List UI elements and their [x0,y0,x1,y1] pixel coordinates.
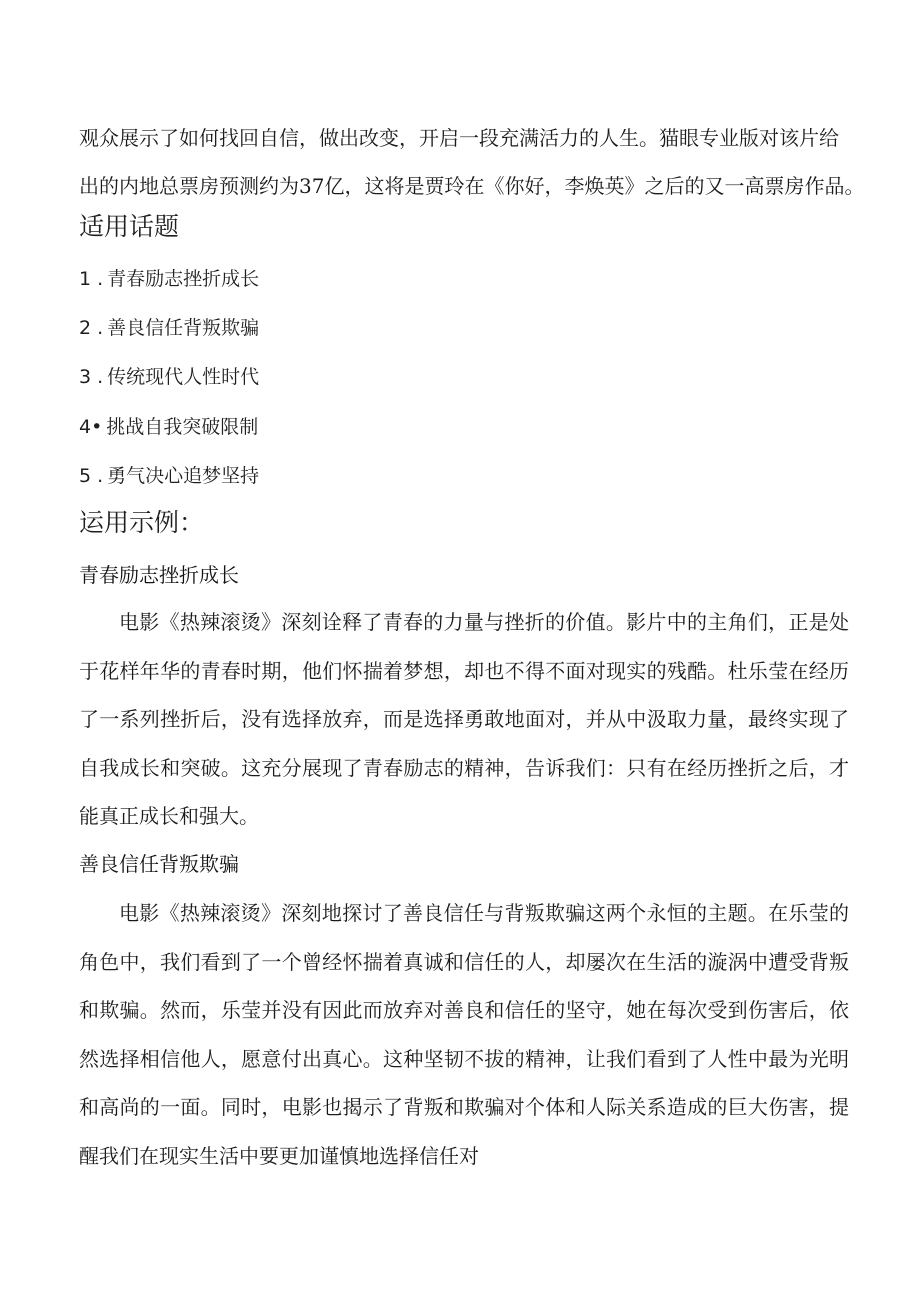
topic-number: 1 . [79,268,104,290]
topic-text: 青春励志挫折成长 [107,268,260,290]
intro-paragraph [79,114,879,210]
topics-heading: 适用话题 [79,212,180,241]
topic-text: 传统现代人性时代 [107,366,260,389]
topic-item [79,459,259,508]
topic-list [79,262,259,508]
topic-text: 挑战自我突破限制 [106,415,259,438]
topic-item [79,410,259,459]
topic-text: 善良信任背叛欺骗 [107,317,260,340]
topic-item [79,360,259,409]
topic-item [79,262,259,311]
topic-item [79,311,259,360]
example-body-kindness: 电影《热辣滚烫》深刻地探讨了善良信任与背叛欺骗这两个永恒的主题。在乐莹的角色中，我们看到了一个曾经怀揣着真诚和信任的人，却屡次在生活的漩涡中遭受背叛和欺骗。然而，乐莹并没有因此而放弃对善良和信任的坚守，她在每次受到伤害后，依然选择相信他人，愿意付出真心。这种坚韧不拔的精神，让我们看到了人性中最为光明和高尚的一面。同时，电影也揭示了背叛和欺骗对个体和人际关系造成的巨大伤害，提醒我们在现实生活中要更加谨慎地选择信任对 [79,901,849,1168]
intro-line-2: 出的内地总票房预测约为37亿，这将是贾玲在《你好，李焕英》之后的又一高票房作品。 [79,174,865,198]
example-body-youth: 电影《热辣滚烫》深刻诠释了青春的力量与挫折的价值。影片中的主角们，正是处于花样年华的青春时期，他们怀揣着梦想，却也不得不面对现实的残酷。杜乐莹在经历了一系列挫折后，没有选择放弃，而是选择勇敢地面对，并从中汲取力量，最终实现了自我成长和突破。这充分展现了青春励志的精神，告诉我们：只有在经历挫折之后，才能真正成长和强大。 [79,610,849,828]
topic-text: 勇气决心追梦坚持 [107,464,260,487]
intro-line-1: 观众展示了如何找回自信，做出改变，开启一段充满活力的人生。猫眼专业版对该片给 [79,126,839,150]
example-title-kindness: 善良信任背叛欺骗 [79,852,239,876]
topic-number: 4• [79,415,103,438]
example-title-youth: 青春励志挫折成长 [79,563,239,587]
topic-number: 3 . [79,366,104,389]
topic-number: 5 . [79,464,104,487]
examples-heading: 运用示例： [79,508,205,537]
topic-number: 2 . [79,317,104,340]
